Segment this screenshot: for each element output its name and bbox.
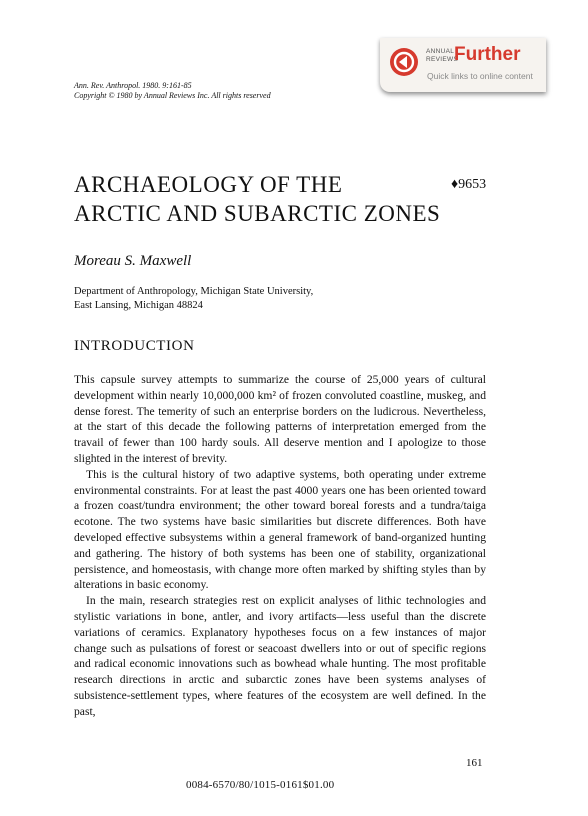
paragraph-1: This capsule survey attempts to summarize the course of 25,000 years of cultural development within nearly 10,000,000 km² of frozen convoluted coastline, muskeg, and dense forest. The temerity of such an enterprise borders on the ludicrous. Nevertheless, at the start of this decade the following patterns of interpretation emerged from the travail of fewer than 100 hardy souls. All deserve mention and I apologize to those slighted in the interest of brevity. (74, 373, 486, 465)
body-text (74, 372, 486, 720)
badge-small-line1: ANNUAL (426, 48, 455, 55)
journal-header (74, 81, 271, 101)
author-name: Moreau S. Maxwell (74, 253, 192, 269)
paragraph-3: In the main, research strategies rest on explicit analyses of lithic technologies and stylistic variations in bone, antler, and ivory artifacts—less useful than the discrete variations of ceramics. Explanatory hypotheses focus on a few instances of major change such as pulsations of forest or seacoast dwellers into or out of specific regions and radical economic innovations such as bowhead whale hunting. The most profitable research directions in arctic and subarctic zones have been systems analyses of subsistence-settlement types, where features of the ecosystem are well defined. In the past, (74, 594, 486, 718)
affiliation-line-2: East Lansing, Michigan 48824 (74, 299, 203, 311)
badge-further-label: Further (454, 44, 521, 65)
paragraph-2: This is the cultural history of two adaptive systems, both operating under extreme environmental constraints. For at least the past 4000 years one has been oriented toward a frozen coast/tundra environment; the other toward boreal forests and a tundra/taiga ecotone. The two systems have basic similarities but discrete differences. Both have developed effective subsystems within a general framework of band-organized hunting and gathering. The history of both systems has been one of stability, organizational persistence, and homeostasis, with change more often marked by shifting styles than by alterations in basic economy. (74, 467, 486, 592)
annual-reviews-logo-icon (390, 48, 418, 76)
article-title (74, 170, 440, 228)
affiliation-line-1: Department of Anthropology, Michigan State University, (74, 286, 314, 297)
article-code: ♦9653 (451, 177, 487, 192)
title-line-2: ARCTIC AND SUBARCTIC ZONES (74, 201, 441, 226)
page-number: 161 (466, 757, 483, 769)
footer-identifier: 0084-6570/80/1015-0161$01.00 (186, 779, 335, 791)
journal-copyright: Copyright © 1980 by Annual Reviews Inc. All rights reserved (74, 91, 271, 100)
section-heading: INTRODUCTION (74, 338, 195, 354)
badge-subtitle: Quick links to online content (427, 71, 533, 81)
further-links-badge[interactable] (380, 38, 546, 92)
author-affiliation (74, 285, 313, 312)
title-line-1: ARCHAEOLOGY OF THE (74, 172, 343, 197)
journal-citation: Ann. Rev. Anthropol. 1980. 9:161-85 (74, 81, 192, 90)
badge-small-line2: REVIEWS (426, 55, 459, 63)
